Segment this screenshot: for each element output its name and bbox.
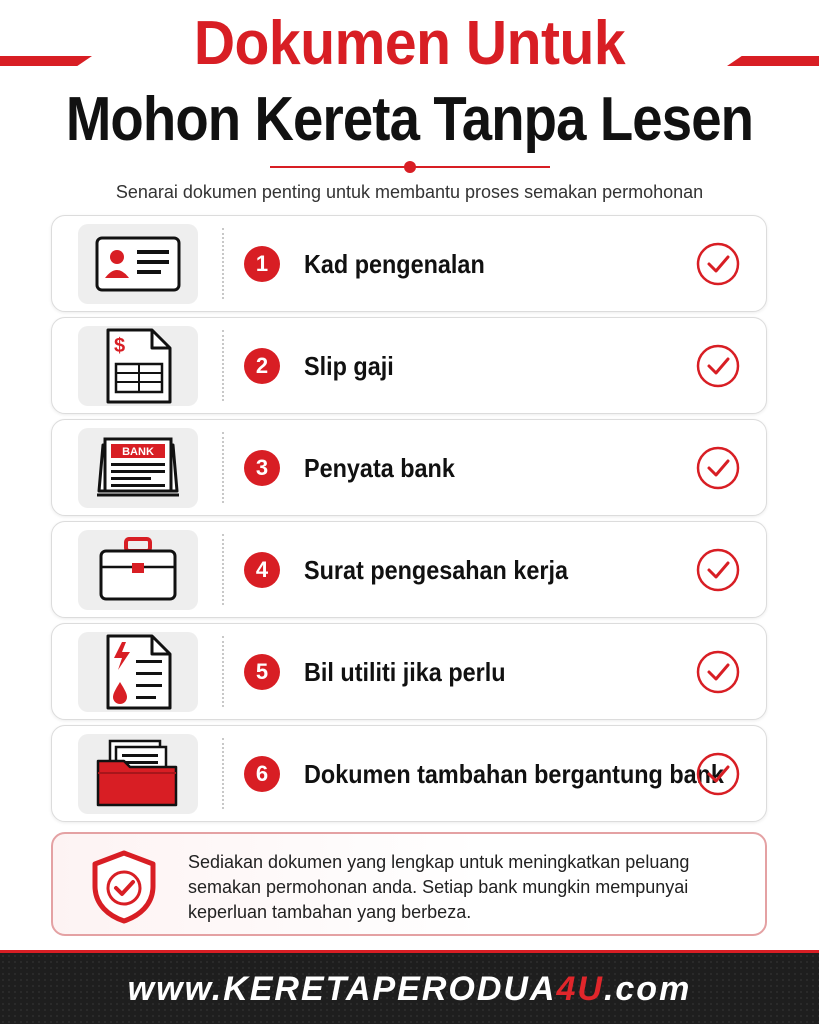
item-label: Dokumen tambahan bergantung bank	[304, 759, 724, 789]
item-label: Slip gaji	[304, 351, 394, 381]
footer-website-url[interactable]	[0, 967, 819, 1011]
bank-statement-icon	[95, 435, 181, 501]
item-label: Penyata bank	[304, 453, 455, 483]
shield-check-icon	[91, 850, 157, 924]
check-circle-icon	[696, 650, 740, 694]
briefcase-icon	[98, 537, 178, 603]
item-label: Kad pengenalan	[304, 249, 485, 279]
list-item	[51, 215, 767, 312]
check-circle-icon	[696, 752, 740, 796]
check-circle-icon	[696, 446, 740, 490]
item-icon-box	[78, 224, 198, 304]
item-number-badge: 5	[244, 654, 280, 690]
item-icon-box	[78, 632, 198, 712]
item-separator	[222, 738, 224, 809]
check-circle-icon	[696, 548, 740, 592]
check-circle-icon	[696, 344, 740, 388]
item-number-badge: 2	[244, 348, 280, 384]
footer-url-suffix: .com	[603, 970, 692, 1008]
item-label: Surat pengesahan kerja	[304, 555, 569, 585]
item-separator	[222, 636, 224, 707]
item-icon-box	[78, 530, 198, 610]
footer-banner	[0, 950, 819, 1024]
info-note-box	[51, 832, 767, 936]
item-icon-box	[78, 326, 198, 406]
page-subtitle: Senarai dokumen penting untuk membantu proses semakan permohonan	[115, 182, 704, 202]
item-separator	[222, 534, 224, 605]
list-item	[51, 521, 767, 618]
footer-url-accent: 4U	[556, 970, 604, 1008]
item-number-badge: 3	[244, 450, 280, 486]
utility-bill-icon	[102, 634, 174, 710]
item-separator	[222, 330, 224, 401]
list-item	[51, 623, 767, 720]
folder-icon	[96, 739, 180, 809]
item-separator	[222, 432, 224, 503]
title-divider-dot	[404, 161, 416, 173]
document-checklist	[51, 215, 767, 827]
item-number-badge: 1	[244, 246, 280, 282]
svg-text:$: $	[114, 335, 126, 357]
item-number-badge: 6	[244, 756, 280, 792]
id-card-icon	[95, 236, 181, 292]
item-icon-box	[78, 428, 198, 508]
item-icon-box	[78, 734, 198, 814]
check-circle-icon	[696, 242, 740, 286]
item-number-badge: 4	[244, 552, 280, 588]
payslip-icon	[102, 328, 174, 404]
note-text: Sediakan dokumen yang lengkap untuk meningkatkan peluang semakan permohonan anda. Setiap bank mungkin mempunyai keperluan tambahan yang berbeza.	[188, 852, 690, 922]
list-item	[51, 317, 767, 414]
item-label: Bil utiliti jika perlu	[304, 657, 506, 687]
bank-icon-label: BANK	[122, 446, 154, 458]
page-title-line1: Dokumen Untuk	[193, 9, 626, 78]
list-item	[51, 419, 767, 516]
item-separator	[222, 228, 224, 299]
page-title-line2: Mohon Kereta Tanpa Lesen	[65, 85, 754, 154]
list-item	[51, 725, 767, 822]
footer-url-prefix: www.KERETAPERODUA	[127, 970, 557, 1008]
